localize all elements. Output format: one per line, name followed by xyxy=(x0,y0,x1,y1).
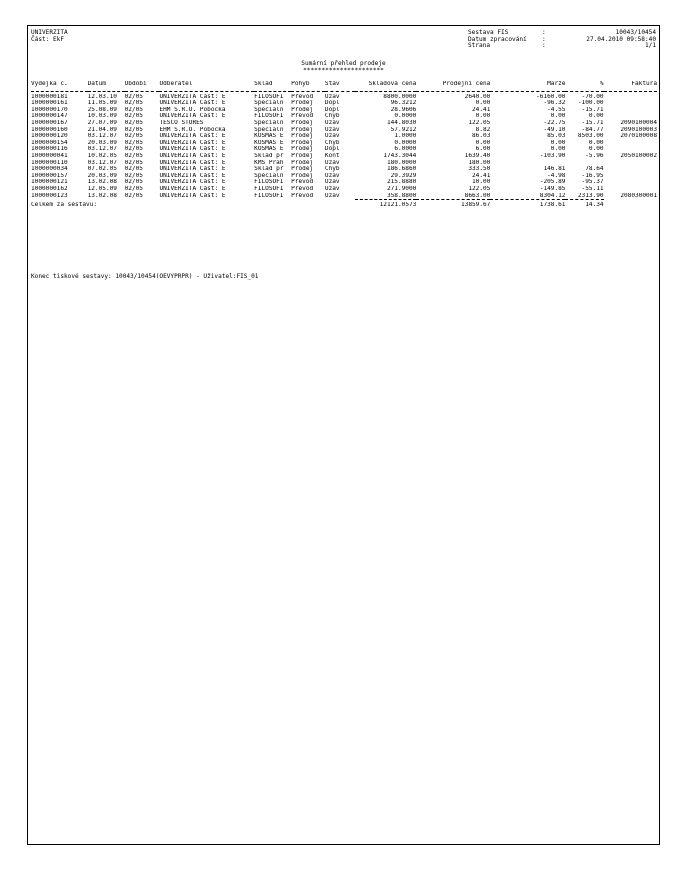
table-cell xyxy=(604,107,657,114)
table-cell xyxy=(604,100,657,107)
table-cell: Specialn xyxy=(254,172,284,179)
table-cell: UNIVERZITA Část: E xyxy=(159,159,226,166)
meta-report-id: Sestava FIS : 10043/10454 xyxy=(468,29,656,36)
col-header: Skladová cena xyxy=(368,81,417,87)
table-cell: UNIVERZITA Část: E xyxy=(159,93,226,100)
table-row xyxy=(31,113,657,120)
table-cell: 1000000116 xyxy=(31,146,68,153)
table-row xyxy=(31,107,657,114)
total-marze: 1738.61 xyxy=(539,202,566,209)
table-cell: Chyb xyxy=(324,139,340,146)
table-cell: 358.8800 xyxy=(386,192,417,199)
table-cell: KOSMAS E xyxy=(254,133,284,140)
table-cell: 215.8880 xyxy=(386,179,417,186)
table-cell: 02/05 xyxy=(124,192,143,199)
table-cell: UNIVERZITA Část: E xyxy=(159,185,226,192)
table-cell: Specialn xyxy=(254,106,284,113)
table-cell: Chyb xyxy=(324,166,340,173)
table-cell: UNIVERZITA Část: E xyxy=(159,152,226,159)
table-cell: 1639.40 xyxy=(464,152,491,159)
table-cell: 6.0000 xyxy=(394,146,417,153)
table-cell: Uzav xyxy=(324,119,340,126)
table-cell: 2080300001 xyxy=(620,192,657,199)
table-cell: 146.81 xyxy=(543,166,566,173)
table-cell: 8304.12 xyxy=(539,192,566,199)
table-cell: 0.00 xyxy=(588,139,604,146)
table-cell: 03.12.07 xyxy=(87,159,117,166)
table-cell: -22.75 xyxy=(543,119,566,126)
table-cell xyxy=(604,179,657,186)
table-cell: FILOSOFI xyxy=(254,179,284,186)
table-cell xyxy=(604,140,657,147)
table-cell: 1000000120 xyxy=(31,133,68,140)
table-cell: 0.00 xyxy=(550,146,566,153)
table-cell: 180.00 xyxy=(468,159,491,166)
table-cell: Prodej xyxy=(291,119,314,126)
table-cell: Uzav xyxy=(324,159,340,166)
table-cell: Dopl xyxy=(324,106,340,113)
col-header: Sklad xyxy=(254,81,273,87)
table-cell: -96.32 xyxy=(543,100,566,107)
table-row xyxy=(31,133,657,140)
table-cell xyxy=(604,113,657,120)
table-cell xyxy=(604,146,657,153)
table-cell: -4.55 xyxy=(547,106,566,113)
col-header: Prodejní cena xyxy=(442,81,491,87)
table-cell: 1000000041 xyxy=(31,152,68,159)
table-cell: 96.3212 xyxy=(390,100,417,107)
table-cell: 02/05 xyxy=(124,159,143,166)
sales-table xyxy=(31,81,657,209)
table-header-row xyxy=(31,81,657,91)
table-cell: 21.04.09 xyxy=(87,126,117,133)
col-header: Marže xyxy=(547,81,566,87)
table-cell: Prodej xyxy=(291,106,314,113)
table-cell: FILOSOFI xyxy=(254,192,284,199)
table-cell: -84.77 xyxy=(581,126,604,133)
table-cell: 6.00 xyxy=(475,146,491,153)
table-cell: UNIVERZITA Část: E xyxy=(159,166,226,173)
table-cell: 186.6860 xyxy=(386,166,417,173)
total-sklad-cena: 12121.0573 xyxy=(379,202,417,209)
report-title: Sumární přehled prodeje xyxy=(301,60,386,67)
table-cell: Prodej xyxy=(291,126,314,133)
col-header: Datum xyxy=(87,81,106,87)
table-cell: 02/05 xyxy=(124,133,143,140)
table-cell: 02/05 xyxy=(124,126,143,133)
table-cell: 8800.0000 xyxy=(383,93,417,100)
table-cell: -5.96 xyxy=(585,152,604,159)
table-cell: -149.85 xyxy=(539,185,566,192)
table-cell: -4.98 xyxy=(547,172,566,179)
table-cell: UNIVERZITA Část: E xyxy=(159,100,226,107)
table-cell: 12.05.09 xyxy=(87,185,117,192)
table-cell: EHM S.R.O. Pobočka xyxy=(159,126,226,133)
table-cell: -55.11 xyxy=(581,185,604,192)
table-cell: Prodej xyxy=(291,166,314,173)
table-row xyxy=(31,160,657,167)
table-cell: 8503.00 xyxy=(577,133,604,140)
table-cell xyxy=(604,160,657,167)
table-cell: 10.03.09 xyxy=(87,113,117,120)
table-cell: UNIVERZITA Část: E xyxy=(159,133,226,140)
table-cell: 02/05 xyxy=(124,185,143,192)
table-cell: KMS Prah xyxy=(254,159,284,166)
table-cell: 20.03.09 xyxy=(87,172,117,179)
table-cell: EHM S.R.O. Pobočka xyxy=(159,106,226,113)
table-cell: UNIVERZITA Část: E xyxy=(159,172,226,179)
table-cell: -16.95 xyxy=(581,172,604,179)
col-header: Stav xyxy=(324,81,340,87)
table-cell: 02/05 xyxy=(124,146,143,153)
table-cell: 8663.00 xyxy=(464,192,491,199)
table-cell: -100.00 xyxy=(577,100,604,107)
table-cell: Převod xyxy=(291,179,314,186)
table-cell: 0.00 xyxy=(588,146,604,153)
table-cell: 02/05 xyxy=(124,179,143,186)
table-cell: 1000000110 xyxy=(31,159,68,166)
table-cell: Uzav xyxy=(324,192,340,199)
table-cell: 27.07.09 xyxy=(87,119,117,126)
table-cell: Sklad pr xyxy=(254,152,284,159)
table-cell: Převod xyxy=(291,93,314,100)
title-underline: ********************** xyxy=(303,66,384,74)
table-cell: Prodej xyxy=(291,172,314,179)
table-row xyxy=(31,120,657,127)
table-cell: Uzav xyxy=(324,179,340,186)
table-cell: 0.00 xyxy=(475,100,491,107)
table-cell: 1000000147 xyxy=(31,113,68,120)
table-cell: KOSMAS E xyxy=(254,146,284,153)
table-cell: Prodej xyxy=(291,152,314,159)
table-cell xyxy=(604,166,657,173)
table-cell: FILOSOFI xyxy=(254,93,284,100)
table-cell: Uzav xyxy=(324,185,340,192)
table-cell: 2070100008 xyxy=(620,133,657,140)
table-cell: 2090100004 xyxy=(620,119,657,126)
department: Část: EkF xyxy=(31,35,65,43)
table-cell: UNIVERZITA Část: E xyxy=(159,192,226,199)
table-cell: UNIVERZITA Část: E xyxy=(159,179,226,186)
table-cell xyxy=(604,94,657,101)
table-cell: FILOSOFI xyxy=(254,185,284,192)
table-cell: Chyb xyxy=(324,113,340,120)
total-pct: 14.34 xyxy=(585,202,604,209)
table-cell: 10.02.05 xyxy=(87,152,117,159)
table-cell: 28.9606 xyxy=(390,106,417,113)
table-cell: 0.00 xyxy=(588,113,604,120)
table-cell: Specialn xyxy=(254,119,284,126)
table-cell: Prodej xyxy=(291,146,314,153)
table-cell: Převod xyxy=(291,185,314,192)
table-cell: 03.12.07 xyxy=(87,146,117,153)
table-cell: -70.00 xyxy=(581,93,604,100)
table-cell: 02/05 xyxy=(124,93,143,100)
table-cell: 02/05 xyxy=(124,100,143,107)
table-cell: 1000000162 xyxy=(31,185,68,192)
table-cell: 122.05 xyxy=(468,119,491,126)
total-prodej-cena: 13859.67 xyxy=(461,202,491,209)
table-cell: -95.37 xyxy=(581,179,604,186)
table-cell: Specialn xyxy=(254,100,284,107)
col-header: % xyxy=(599,81,604,87)
table-cell: -15.71 xyxy=(581,119,604,126)
table-cell: -15.71 xyxy=(581,106,604,113)
table-cell: 2090100003 xyxy=(620,126,657,133)
table-cell: 1000000123 xyxy=(31,192,68,199)
table-cell: 0.00 xyxy=(550,113,566,120)
table-cell: 02/05 xyxy=(124,166,143,173)
meta-page: Strana : 1/1 xyxy=(468,42,656,50)
table-cell: 07.02.05 xyxy=(87,166,117,173)
totals-row xyxy=(31,202,657,209)
table-cell: TESCO STORES xyxy=(159,119,204,126)
table-cell: 85.03 xyxy=(547,133,566,140)
table-cell: 0.0000 xyxy=(394,139,417,146)
table-cell: 180.0000 xyxy=(386,159,417,166)
table-cell: Dopl xyxy=(324,146,340,153)
org-name: UNIVERZITA xyxy=(31,29,68,36)
table-cell: 03.12.07 xyxy=(87,133,117,140)
report-title-block xyxy=(28,61,659,74)
table-cell: 1000000181 xyxy=(31,93,68,100)
table-cell: 1000000154 xyxy=(31,139,68,146)
table-cell: Prodej xyxy=(291,139,314,146)
table-row xyxy=(31,166,657,173)
table-cell: 333.50 xyxy=(468,166,491,173)
table-cell: 02/05 xyxy=(124,113,143,120)
table-cell: 02/05 xyxy=(124,152,143,159)
table-cell: 02/05 xyxy=(124,119,143,126)
meta-processed-date: Datum zpracování : 27.04.2010 09:58:40 xyxy=(468,35,656,43)
table-cell xyxy=(604,186,657,193)
table-cell: 20.03.09 xyxy=(87,139,117,146)
table-cell: 1.0000 xyxy=(394,133,417,140)
table-row xyxy=(31,179,657,186)
table-cell: UNIVERZITA Část: E xyxy=(159,146,226,153)
table-cell: 2640.00 xyxy=(464,93,491,100)
table-cell: 122.05 xyxy=(468,185,491,192)
table-cell: -49.10 xyxy=(543,126,566,133)
table-cell: 29.3929 xyxy=(390,172,417,179)
table-cell: 02/05 xyxy=(124,139,143,146)
table-cell: 24.41 xyxy=(472,106,491,113)
table-cell: Převod xyxy=(291,192,314,199)
table-row xyxy=(31,127,657,134)
table-cell: 0.0000 xyxy=(394,113,417,120)
col-header: Výdejka č. xyxy=(31,81,68,87)
table-cell: -6160.00 xyxy=(536,93,566,100)
table-cell: -103.90 xyxy=(539,152,566,159)
table-cell: 1000000170 xyxy=(31,106,68,113)
report-end-note: Konec tiskové sestavy: 10043/10454(OEVYPRPR) - Uživatel:FIS_01 xyxy=(31,273,259,280)
table-cell: 0.00 xyxy=(475,139,491,146)
table-cell: 24.41 xyxy=(472,172,491,179)
table-cell: 0.00 xyxy=(475,113,491,120)
table-cell: Převod xyxy=(291,113,314,120)
table-row xyxy=(31,140,657,147)
table-cell: -205.89 xyxy=(539,179,566,186)
table-cell: 02/05 xyxy=(124,172,143,179)
table-cell: 57.9212 xyxy=(390,126,417,133)
table-cell: 10.00 xyxy=(472,179,491,186)
table-row xyxy=(31,186,657,193)
table-cell: FILOSOFI xyxy=(254,113,284,120)
table-row xyxy=(31,146,657,153)
table-cell: Dopl xyxy=(324,100,340,107)
table-cell: 1743.3044 xyxy=(383,152,417,159)
table-cell: Uzav xyxy=(324,133,340,140)
table-cell xyxy=(565,160,603,167)
report-header-left xyxy=(31,30,68,43)
table-cell: 13.02.08 xyxy=(87,179,117,186)
table-row xyxy=(31,94,657,101)
table-cell: 2313.90 xyxy=(577,192,604,199)
col-header: Pohyb xyxy=(291,81,310,87)
table-cell: 12.03.10 xyxy=(87,93,117,100)
report-meta xyxy=(468,30,656,50)
totals-label: Celkem za sestavu: xyxy=(31,202,98,209)
table-row xyxy=(31,173,657,180)
table-cell xyxy=(490,160,565,167)
table-cell: 86.03 xyxy=(472,133,491,140)
table-cell: Prodej xyxy=(291,100,314,107)
report-page xyxy=(27,25,660,845)
table-cell: 2050100002 xyxy=(620,152,657,159)
table-cell xyxy=(604,173,657,180)
col-header: Období xyxy=(124,81,147,87)
table-cell: Sklad pr xyxy=(254,166,284,173)
table-cell: UNIVERZITA Část: E xyxy=(159,139,226,146)
table-cell: KOSMAS E xyxy=(254,139,284,146)
table-cell: 1000000034 xyxy=(31,166,68,173)
table-cell: 1000000157 xyxy=(31,172,68,179)
table-cell: 1000000121 xyxy=(31,179,68,186)
table-cell: 144.8030 xyxy=(386,119,417,126)
table-cell: 02/05 xyxy=(124,106,143,113)
table-row xyxy=(31,193,657,200)
table-cell: Uzav xyxy=(324,93,340,100)
table-cell: Uzav xyxy=(324,172,340,179)
table-cell: UNIVERZITA Část: E xyxy=(159,113,226,120)
table-cell: 1000000160 xyxy=(31,126,68,133)
table-cell: 1000000167 xyxy=(31,119,68,126)
table-cell: Uzav xyxy=(324,126,340,133)
table-cell: 1000000161 xyxy=(31,100,68,107)
table-cell: 8.82 xyxy=(475,126,491,133)
table-row xyxy=(31,100,657,107)
table-cell: 11.05.09 xyxy=(87,100,117,107)
table-cell: 0.00 xyxy=(550,139,566,146)
table-cell: Prodej xyxy=(291,133,314,140)
table-cell: 13.02.08 xyxy=(87,192,117,199)
table-cell: Kont xyxy=(324,152,340,159)
table-cell: 271.9000 xyxy=(386,185,417,192)
table-cell: 78.64 xyxy=(585,166,604,173)
table-cell: Specialn xyxy=(254,126,284,133)
table-row xyxy=(31,153,657,160)
col-header: Faktura xyxy=(631,81,657,87)
col-header: Odběratel xyxy=(159,81,193,87)
table-cell: Prodej xyxy=(291,159,314,166)
table-cell: 25.08.09 xyxy=(87,106,117,113)
